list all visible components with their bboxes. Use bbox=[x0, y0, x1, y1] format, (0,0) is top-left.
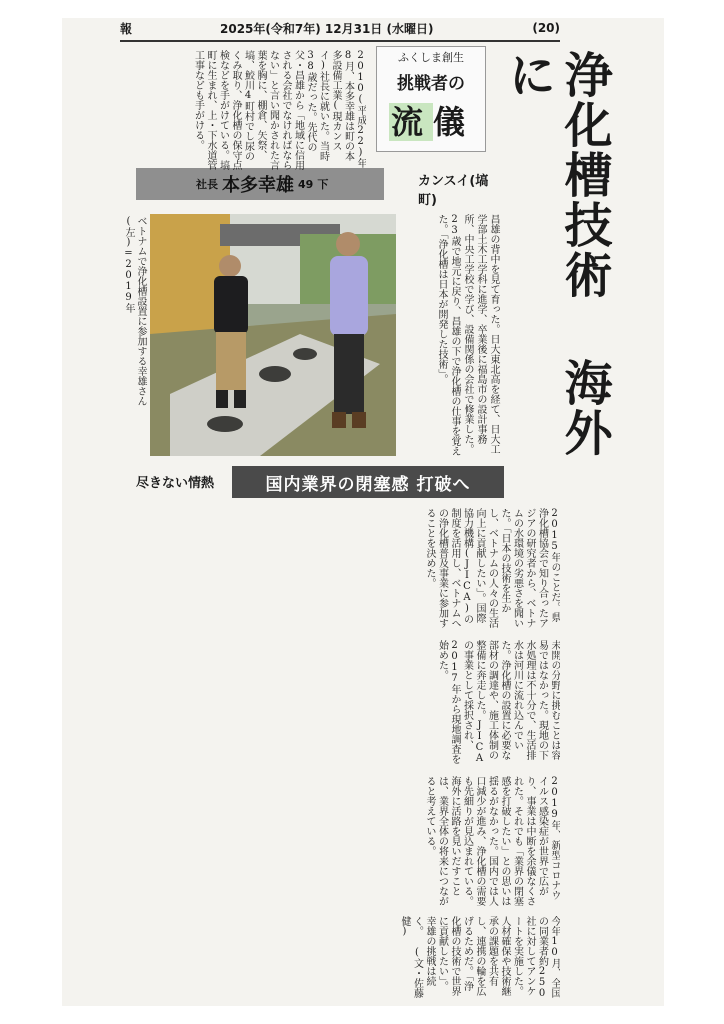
article-column-1: 2010(平成22)年8月、本多幸雄は町の本多設備工業(現カンスイ)社長に就いた。当時38歳だった。先代の父・昌雄から「地域に信用される会社でなければならない」と言い聞かされた言葉を胸に、棚倉、矢祭、塙、鮫川4町村でし尿のくみ取り、浄化槽の保守点検などを手がけている。塙町に生まれ、上・下水道管工事なども手がける。 bbox=[192, 50, 366, 170]
subhead-left: 尽きない情熱 bbox=[136, 476, 215, 491]
issue-date: 2025年(令和7年) 12月31日 (水曜日) bbox=[220, 21, 434, 36]
header-rule bbox=[120, 40, 560, 42]
profile-role: 社長 bbox=[196, 178, 218, 191]
paper-name: 報 bbox=[120, 21, 133, 36]
profile-name: 本多幸雄 bbox=[222, 175, 294, 196]
series-box bbox=[376, 46, 486, 152]
lead-paragraph: 昌雄の背中を見て育った。日大東北高を経て、日大工学部土木工学科に進学、卒業後に福島市の設計事務所、中央工学校で学び、設備関係の会社で修業した。23歳で地元に戻り、昌雄の下で浄化槽の仕事を覚えた。「浄化槽は日本が開発した技術」。 bbox=[436, 214, 499, 456]
photo-caption: ベトナムで浄化槽設置に参加する幸雄さん(左)=2019年 bbox=[123, 216, 146, 406]
article-photo bbox=[150, 214, 396, 456]
company-name: カンスイ(塙町) bbox=[418, 174, 489, 208]
photo-illustration bbox=[150, 214, 396, 456]
series-title: 挑戦者の bbox=[397, 74, 465, 94]
profile-age: 49 bbox=[298, 177, 314, 191]
article-column-4: 2019年、新型コロナウイルス感染症が世界で広がり、事業は中断を余儀なくされた。それでも「業界の閉塞感を打破したい」との思いは揺るがなかった。国内では人口減少が進み、浄化槽の需要も先細りが見込まれている。海外に活路を見いだすことは、業界全体の将来につながると考えている。 bbox=[424, 776, 560, 906]
article-column-3: 未開の分野に挑むことは容易ではなかった。現地の下水処理は不十分で、生活排水は河川に流れ込んでいた。浄化槽の設置に必要な部材の調達や、施工体制の整備に奔走した。JICAの事業として採択され、2017年から現地調査を始めた。 bbox=[436, 640, 560, 764]
profile-namebar bbox=[136, 168, 384, 200]
byline-credit: (文・佐藤健) bbox=[399, 916, 423, 998]
article-column-5 bbox=[120, 916, 560, 1000]
page-header bbox=[120, 18, 560, 38]
series-big-char-2: 儀 bbox=[433, 103, 474, 141]
subhead-right: 国内業界の閉塞感 打破へ bbox=[232, 466, 504, 498]
profile-part: 下 bbox=[317, 178, 329, 191]
series-subtitle: ふくしま創生 bbox=[398, 51, 464, 64]
headline: 浄化槽技術 海外に bbox=[500, 50, 612, 458]
page-number: (20) bbox=[532, 21, 560, 35]
article-column-5-text: 今年10月、全国の同業者約250社に対してアンケートを実施した。人材確保や技術継承の課題を共有し、連携の輪を広げるためだ。「浄化槽の技術で世界に貢献したい」。幸雄の挑戦は続く。 bbox=[411, 916, 560, 999]
series-big-char-1: 流 bbox=[390, 103, 431, 141]
article-column-2: 2015年のことだ。県浄化槽協会で知り合ったアジアの研究者から、ベトナムの水環境の劣悪さを聞いた。「日本の技術を生かし、ベトナムの人々の生活向上に貢献したい」。国際協力機構(JICA)の制度を活用し、ベトナムへの浄化槽普及事業に参加することを決めた。 bbox=[424, 508, 560, 628]
series-big-title bbox=[385, 97, 477, 143]
